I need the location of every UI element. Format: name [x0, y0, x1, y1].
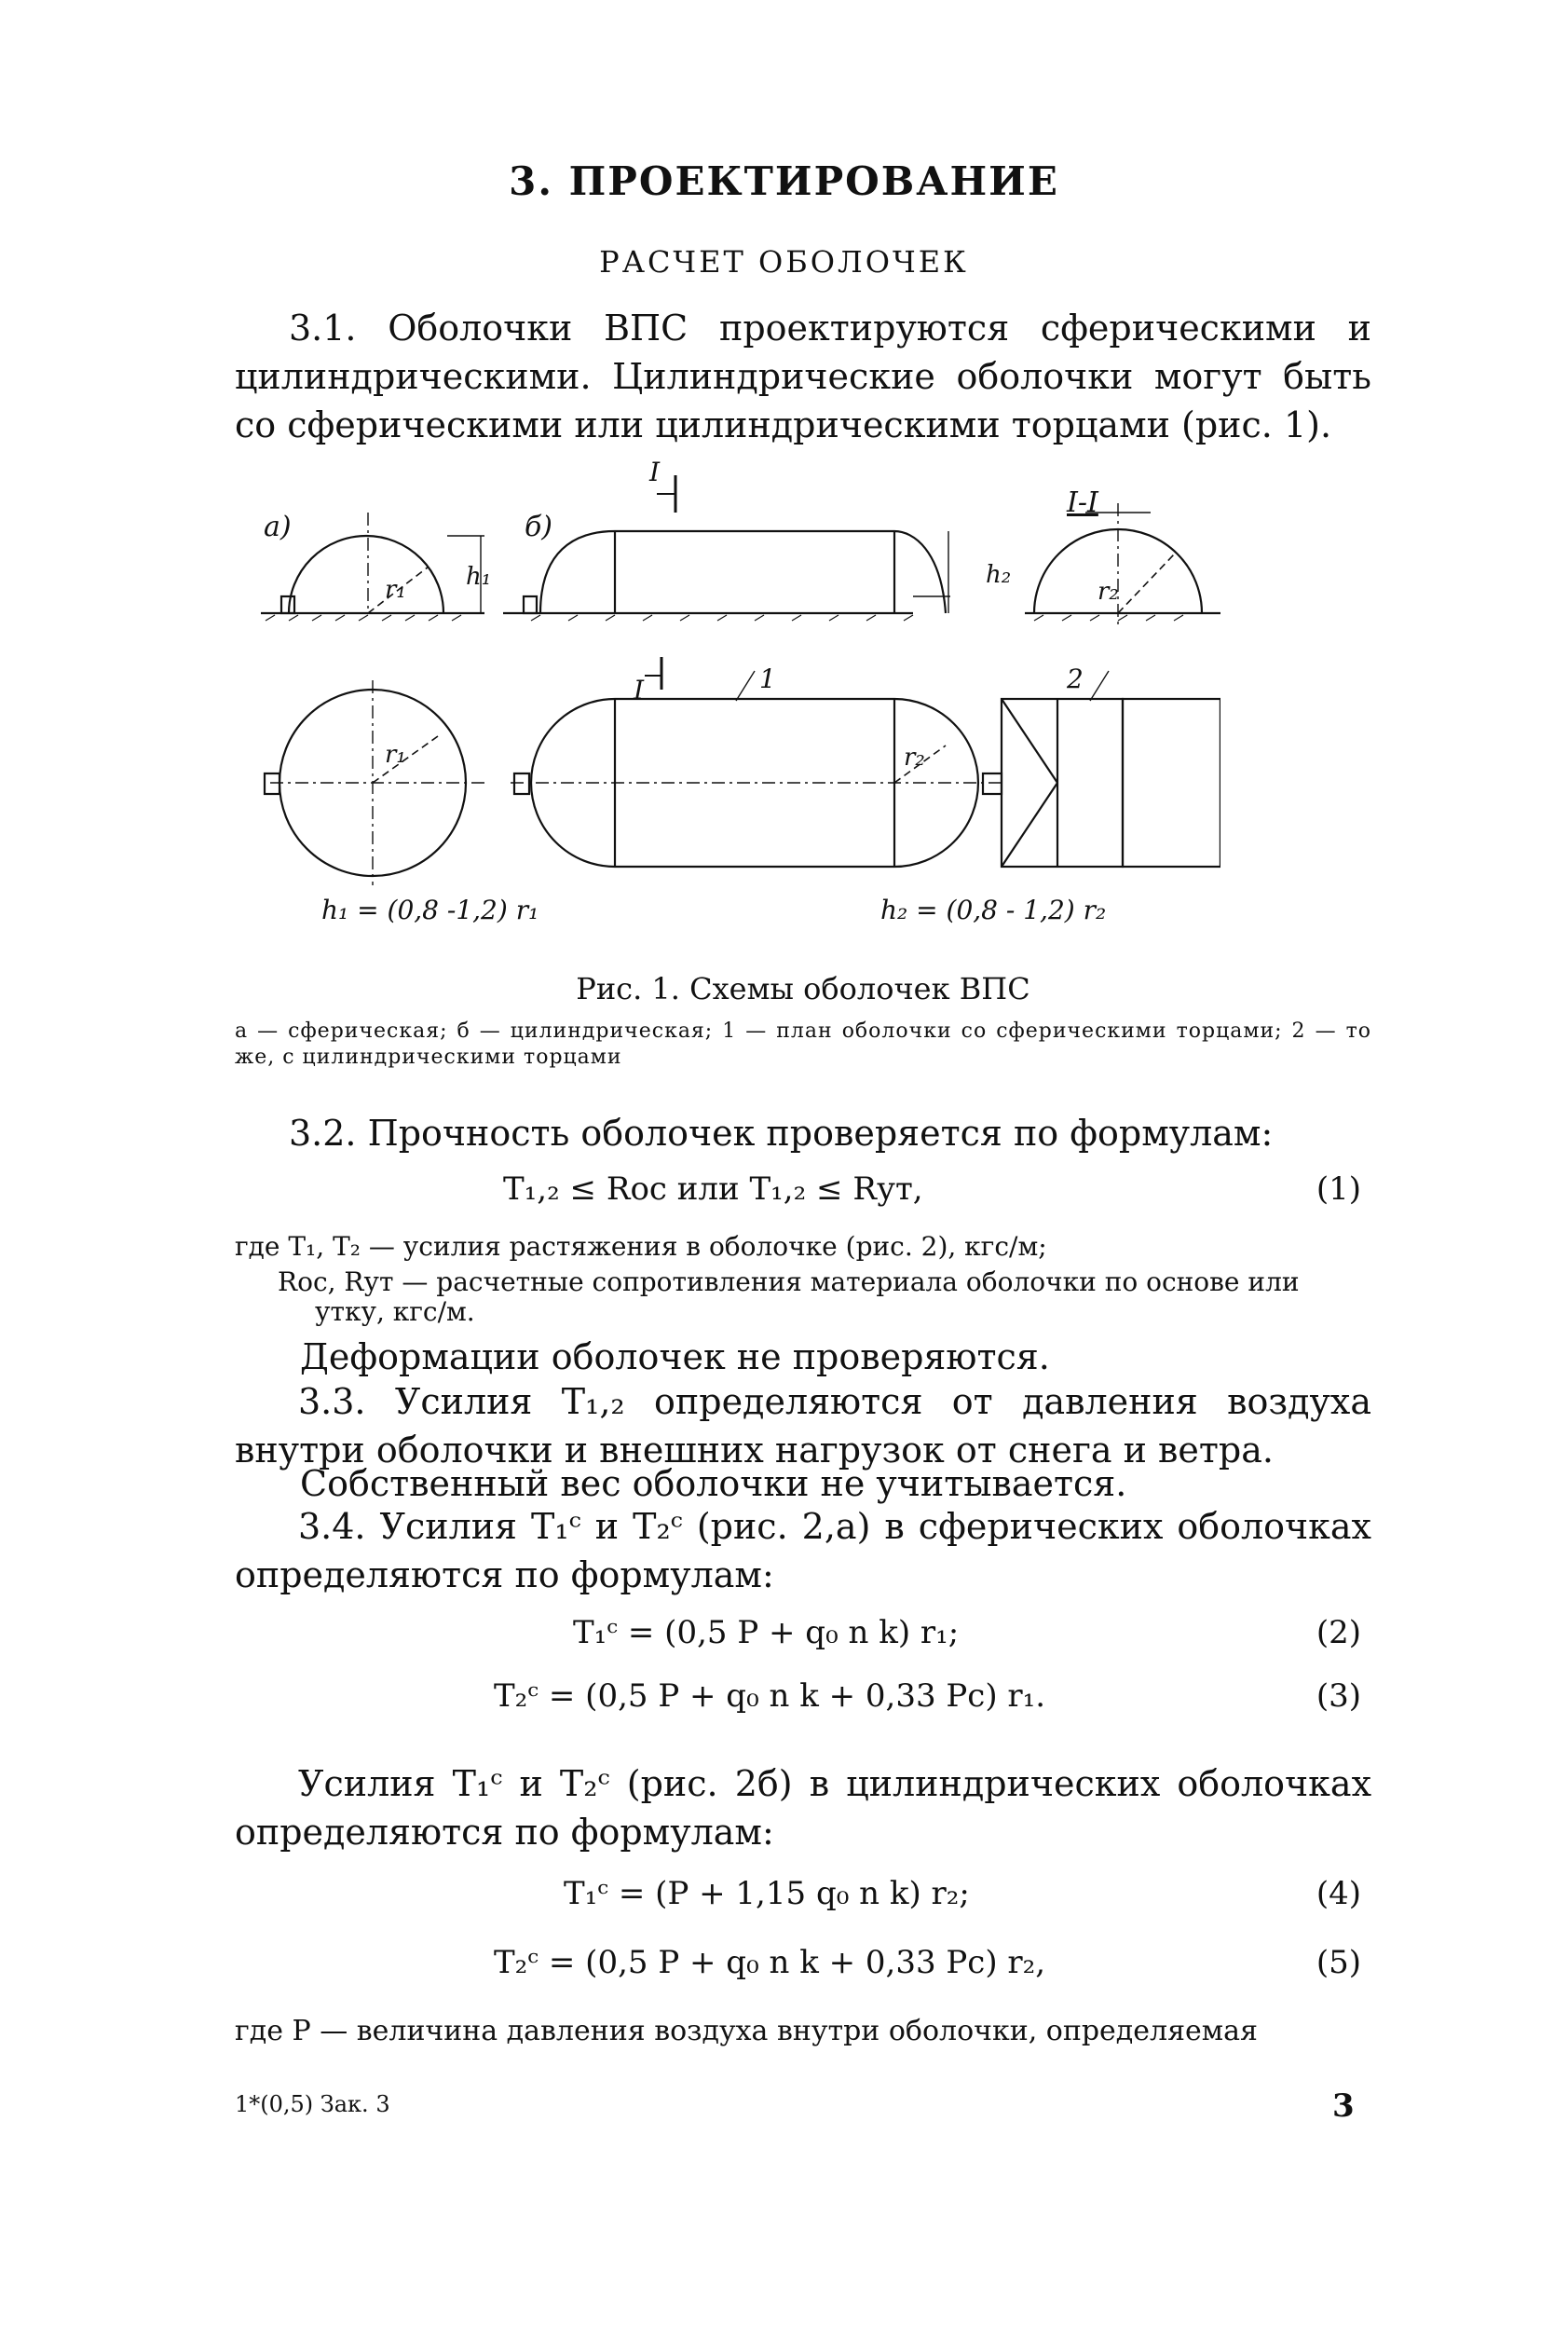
sphere-dome — [289, 536, 443, 613]
formula-4: T₁ᶜ = (P + 1,15 q₀ n k) r₂; — [564, 1875, 970, 1912]
formula-5: T₂ᶜ = (0,5 P + q₀ n k + 0,33 Pс) r₂, — [494, 1944, 1046, 1981]
paragraph-where-P: где P — величина давления воздуха внутри оболочки, определяемая — [235, 2015, 1258, 2047]
paragraph-3-1: 3.1. Оболочки ВПС проектируются сферическими и цилиндрическими. Цилиндрические оболочки могут быть со сферическими или цилиндрическими торцами (рис. 1). — [235, 308, 1371, 445]
eq-number-1: (1) — [1316, 1170, 1361, 1208]
fig-label-b: б) — [525, 511, 553, 543]
label-r1-plan: r₁ — [385, 741, 406, 769]
cylinder-elevation-right — [894, 531, 946, 613]
entry-box-plan-b — [514, 773, 529, 794]
item-1-label: 1 — [759, 664, 776, 694]
figure-caption-title: Рис. 1. Схемы оболочек ВПС — [576, 971, 1030, 1006]
paragraph-3-2: 3.2. Прочность оболочек проверяется по формулам: — [289, 1113, 1274, 1154]
section-title: 3. ПРОЕКТИРОВАНИЕ — [509, 158, 1059, 204]
paragraph-3-3: 3.3. Усилия T₁,₂ определяются от давления воздуха внутри оболочки и внешних нагрузок от снега и ветра. — [235, 1381, 1371, 1471]
section-mark-plan: I — [634, 675, 645, 705]
label-r1-a: r₁ — [385, 576, 406, 604]
formula-3: T₂ᶜ = (0,5 P + q₀ n k + 0,33 Pс) r₁. — [494, 1677, 1046, 1715]
label-r2-plan: r₂ — [904, 744, 925, 772]
subsection-title: РАСЧЕТ ОБОЛОЧЕК — [599, 244, 969, 280]
paragraph-cylindrical: Усилия T₁ᶜ и T₂ᶜ (рис. 2б) в цилиндрических оболочках определяются по формулам: — [235, 1763, 1371, 1853]
paragraph-deformations: Деформации оболочек не проверяются. — [300, 1336, 1050, 1377]
section-mark-top: I — [649, 457, 661, 487]
ground-hatch-a — [266, 615, 461, 621]
entry-box-plan-2 — [983, 773, 1002, 794]
paragraph-3-4: 3.4. Усилия T₁ᶜ и T₂ᶜ (рис. 2,а) в сферических оболочках определяются по формулам: — [235, 1506, 1371, 1595]
cylinder-elevation-left — [540, 531, 894, 613]
rule-h1: h₁ = (0,8 -1,2) r₁ — [321, 895, 539, 925]
label-r2-section: r₂ — [1098, 578, 1119, 606]
eq-number-2: (2) — [1316, 1614, 1361, 1651]
entry-box-plan-a — [265, 773, 280, 794]
entry-box-b — [524, 596, 537, 613]
eq-number-5: (5) — [1316, 1944, 1361, 1981]
section-label: I-I — [1067, 486, 1098, 519]
ground-hatch-section — [1034, 615, 1183, 621]
item-2-label: 2 — [1067, 664, 1084, 694]
ground-hatch-b — [531, 615, 913, 621]
figure-caption-legend: а — сферическая; б — цилиндрическая; 1 — план оболочки со сферическими торцами; 2 — то же, с цилиндрическими торцами — [235, 1019, 1371, 1069]
eq-number-4: (4) — [1316, 1875, 1361, 1912]
cylinder-plan-middle — [1123, 699, 1220, 867]
footer-print-mark: 1*(0,5) Зак. 3 — [235, 2091, 390, 2117]
figure-1-diagram — [261, 457, 1220, 960]
fig-label-a: а) — [264, 511, 292, 543]
where-R: Rос, Rут — расчетные сопротивления материала оболочки по основе или утку, кгс/м. — [278, 1266, 1300, 1327]
formula-2: T₁ᶜ = (0,5 P + q₀ n k) r₁; — [573, 1614, 960, 1651]
formula-1: T₁,₂ ≤ Rос или T₁,₂ ≤ Rут, — [503, 1170, 923, 1208]
label-h2: h₂ — [986, 561, 1012, 589]
paragraph-own-weight: Собственный вес оболочки не учитывается. — [300, 1463, 1127, 1504]
label-h1: h₁ — [466, 563, 492, 591]
where-T1-T2: где T₁, T₂ — усилия растяжения в оболочке (рис. 2), кгс/м; — [235, 1231, 1047, 1262]
rule-h2: h₂ = (0,8 - 1,2) r₂ — [880, 895, 1107, 925]
eq-number-3: (3) — [1316, 1677, 1361, 1715]
page-number: 3 — [1332, 2087, 1355, 2125]
cylinder-plan-end-left — [1002, 699, 1123, 867]
